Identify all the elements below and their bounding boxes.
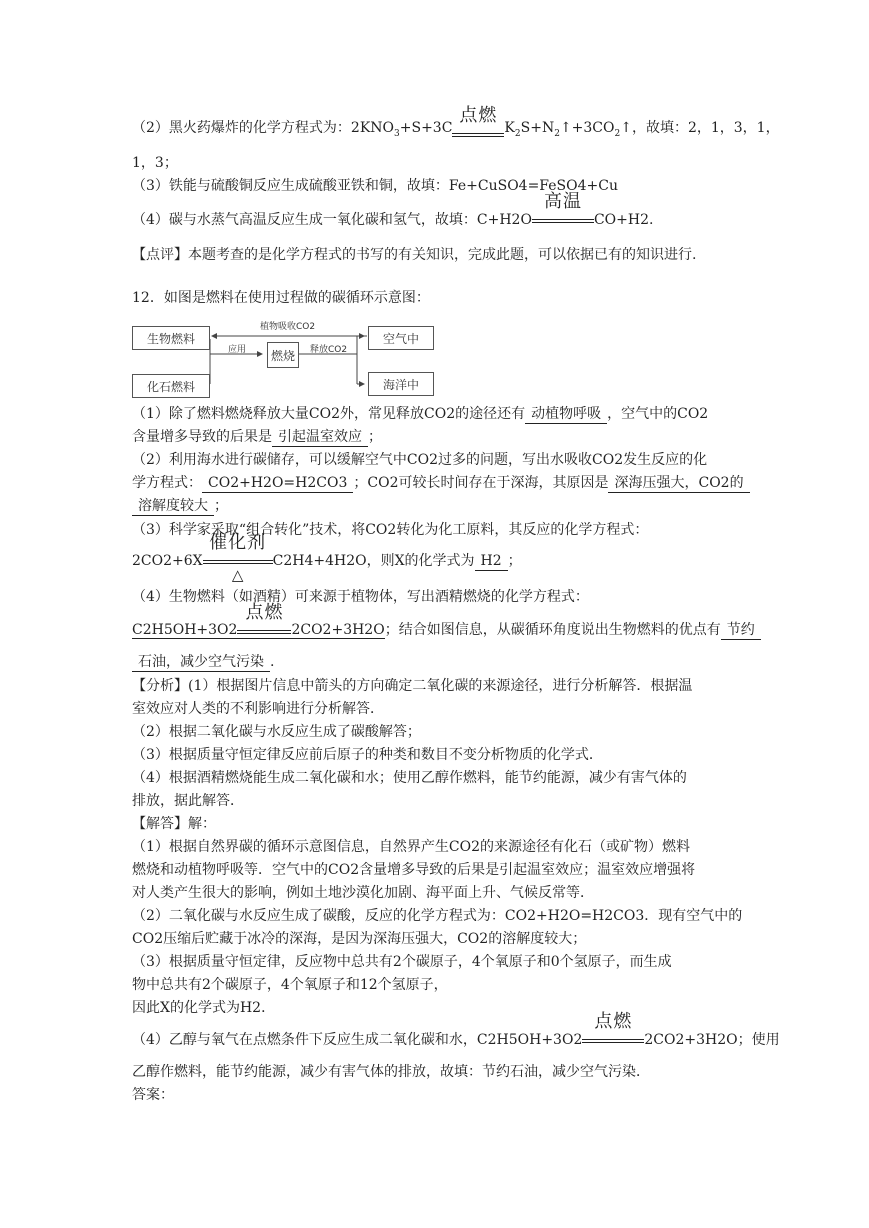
analysis-line: 【分析】(1）根据图片信息中箭头的方向确定二氧化碳的来源途径，进行分析解答．根据温 — [132, 678, 693, 694]
text: 2CO2+6X — [132, 553, 203, 569]
q2-line2 — [132, 473, 750, 493]
text: （4）乙醇与氧气在点燃条件下反应生成二氧化碳和水，C2H5OH+3O2 — [132, 1032, 583, 1048]
q1-line1 — [132, 404, 708, 424]
q3-equation — [132, 532, 522, 584]
analysis-line: （3）根据质量守恒定律反应前后原子的种类和数目不变分析物质的化学式． — [132, 747, 603, 763]
analysis-line: （2）根据二氧化碳与水反应生成了碳酸解答； — [132, 724, 421, 740]
text: C2H5OH+3O2 — [132, 622, 238, 638]
text: ； — [507, 553, 522, 569]
text: ；CO2可较长时间存在于深海，其原因是 — [353, 475, 609, 491]
q4-line1: （4）生物燃料（如酒精）可来源于植物体，写出酒精燃烧的化学方程式： — [132, 589, 589, 605]
solution-4-equation — [132, 1011, 780, 1050]
carbon-cycle-diagram — [132, 314, 440, 400]
answer-label: 答案： — [132, 1087, 174, 1103]
text: ，空气中的CO2 — [607, 406, 709, 422]
question-12-title: 12．如图是燃料在使用过程做的碳循环示意图： — [132, 290, 430, 306]
analysis-line: 室效应对人类的不利影响进行分析解答． — [132, 701, 384, 717]
q1-line2 — [132, 427, 382, 447]
text: CO+H2. — [593, 212, 654, 228]
text: ；结合如图信息，从碳循环角度说出生物燃料的优点有 — [384, 622, 721, 638]
text: （2）黑火药爆炸的化学方程式为：2KNO — [132, 120, 395, 136]
solution-4-continued: 乙醇作燃料，能节约能源，减少有害气体的排放，故填：节约石油，减少空气污染． — [132, 1064, 650, 1080]
text: （4）碳与水蒸气高温反应生成一氧化碳和氢气，故填：C+H2O — [132, 212, 532, 228]
bio-fuel-box: 生物燃料 — [132, 326, 210, 350]
solution-line: 因此X的化学式为H2． — [132, 1000, 276, 1016]
answer-blank: 深海压强大，CO2的 — [608, 474, 749, 493]
condition-label: 高温 — [543, 191, 582, 212]
text: 2CO2+3H2O；使用 — [644, 1032, 780, 1048]
reaction-condition — [532, 191, 594, 230]
solution-line: 【解答】解： — [132, 816, 216, 832]
text: . — [270, 654, 275, 670]
text: 2CO2+3H2O — [291, 622, 385, 638]
condition-label: 点燃 — [459, 104, 498, 126]
text: ； — [214, 498, 228, 514]
reaction-condition — [203, 532, 273, 584]
text: ↑，故填：2，1，3，1， — [620, 120, 780, 136]
text: ↑+3CO — [559, 120, 615, 136]
comment-line: 【点评】本题考查的是化学方程式的书写的有关知识，完成此题，可以依据已有的知识进行. — [132, 247, 697, 263]
solution-line: 燃烧和动植物呼吸等．空气中的CO2含量增多导致的后果是引起温室效应；温室效应增强将 — [132, 862, 696, 878]
part3-line: （3）铁能与硫酸铜反应生成硫酸亚铁和铜，故填：Fe+CuSO4=FeSO4+Cu — [132, 178, 618, 194]
burn-box: 燃烧 — [267, 342, 299, 368]
condition-label: 催化剂 — [209, 532, 267, 553]
air-box: 空气中 — [368, 326, 434, 350]
answer-blank: 石油，减少空气污染 — [132, 653, 270, 672]
reaction-condition — [237, 602, 291, 641]
solution-line: 物中总共有2个碳原子，4个氧原子和12个氢原子， — [132, 977, 448, 993]
condition-label: 点燃 — [245, 602, 284, 623]
apply-label: 应用 — [228, 345, 247, 355]
text: S+N — [520, 120, 555, 136]
release-label: 释放CO2 — [310, 345, 348, 355]
q3-line1: （3）科学家采取“组合转化”技术，将CO2转化为化工原料，其反应的化学方程式： — [132, 522, 649, 538]
text: （1）除了燃料燃烧释放大量CO2外，常见释放CO2的途径还有 — [132, 406, 526, 422]
answer-blank: 动植物呼吸 — [525, 405, 607, 424]
reaction-condition — [452, 104, 504, 144]
solution-line: （3）根据质量守恒定律，反应物中总共有2个碳原子，4个氧原子和0个氢原子，而生成 — [132, 954, 672, 970]
fossil-fuel-box: 化石燃料 — [132, 374, 210, 398]
answer-blank: 溶解度较大 — [132, 497, 214, 516]
analysis-line: （4）根据酒精燃烧能生成二氧化碳和水；使用乙醇作燃料，能节约能源，减少有害气体的 — [132, 770, 687, 786]
solution-line: 对人类产生很大的影响，例如土地沙漠化加剧、海平面上升、气候反常等． — [132, 885, 594, 901]
answer-blank: H2 — [475, 552, 508, 571]
text: K — [504, 120, 515, 136]
solution-line: （1）根据自然界碳的循环示意图信息，自然界产生CO2的来源途径有化石（或矿物）燃料 — [132, 839, 691, 855]
q2-line3 — [132, 496, 228, 516]
answer-equation — [132, 602, 385, 639]
solution-line: （2）二氧化碳与水反应生成了碳酸，反应的化学方程式为：CO2+H2O=H2CO3．现有空气中的 — [132, 908, 743, 924]
text: 含量增多导致的后果是 — [132, 429, 272, 445]
ocean-box: 海洋中 — [368, 372, 434, 396]
text: C2H4+4H2O，则X的化学式为 — [272, 553, 475, 569]
answer-blank: 引起温室效应 — [272, 428, 368, 447]
reaction-condition — [582, 1011, 644, 1050]
solution-line: CO2压缩后贮藏于冰冷的深海，是因为深海压强大，CO2的溶解度较大； — [132, 931, 587, 947]
answer-blank: CO2+H2O=H2CO3 — [202, 474, 353, 493]
q4-equation — [132, 602, 761, 641]
text: +S+3C — [399, 120, 453, 136]
text: 学方程式： — [132, 475, 202, 491]
condition-label: 点燃 — [594, 1011, 633, 1032]
q4-line3 — [132, 652, 274, 672]
plant-absorb-label: 植物吸收CO2 — [260, 322, 316, 332]
analysis-line: 排放，据此解答． — [132, 793, 244, 809]
part2-equation: （2）黑火药爆炸的化学方程式为：$2KNO_3+S+3C$ 点燃 $K_2S+N_2↑+3CO_2↑$，故填：2，1，3，1， — [132, 118, 780, 144]
condition-bottom: △ — [231, 566, 244, 584]
part2-continued: 1，3； — [132, 155, 178, 171]
answer-blank: 节约 — [721, 621, 761, 640]
part4-equation — [132, 191, 654, 230]
text: ； — [368, 429, 382, 445]
q2-line1: （2）利用海水进行碳储存，可以缓解空气中CO2过多的问题，写出水吸收CO2发生反应的化 — [132, 452, 708, 468]
